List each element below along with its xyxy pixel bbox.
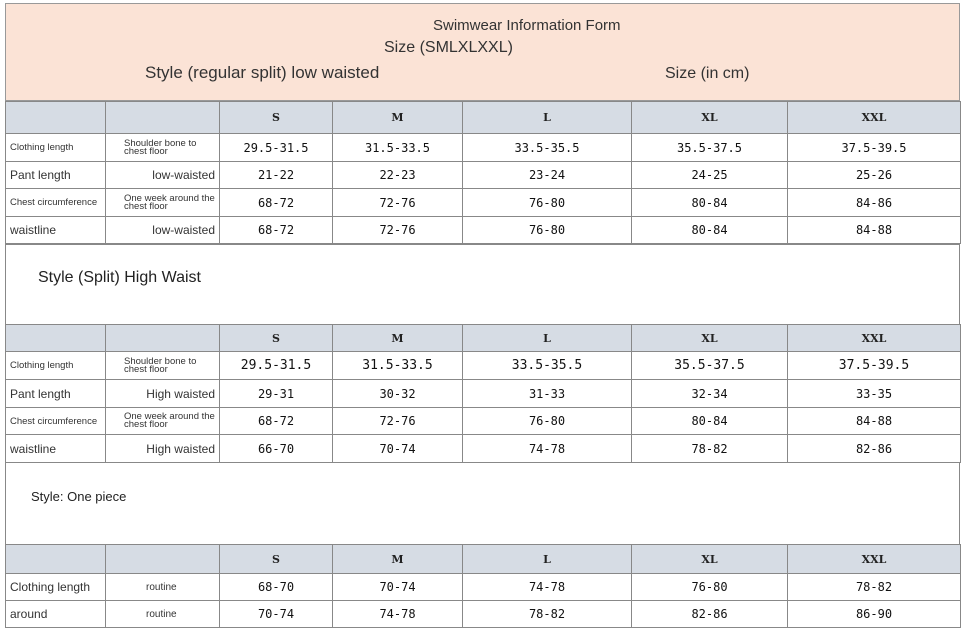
cell-value: 78-82 [788,574,961,601]
table-row [6,380,961,408]
header-blank [6,325,106,352]
section-one-piece [5,462,960,545]
header-blank [6,545,106,574]
table-header-row [6,325,961,352]
cell-value: 70-74 [333,574,463,601]
table-row [6,162,961,189]
cell-value: 68-70 [220,574,333,601]
row-sublabel: One week around the chest floor [106,408,220,435]
row-sublabel: High waisted [106,435,220,463]
size-header: XXL [788,102,961,134]
cell-value: 76-80 [632,574,788,601]
form-title: Swimwear Information Form [433,17,621,34]
cell-value: 80-84 [632,189,788,217]
cell-value: 37.5-39.5 [788,134,961,162]
row-sublabel: low-waisted [106,217,220,244]
size-header: XL [632,102,788,134]
cell-value: 31.5-33.5 [333,352,463,380]
row-sublabel: routine [106,601,220,628]
cell-value: 33-35 [788,380,961,408]
size-header: M [333,545,463,574]
cell-value: 78-82 [632,435,788,463]
style-label: Style (regular split) low waisted [145,63,380,82]
row-sublabel: routine [106,574,220,601]
row-label: Clothing length [6,574,106,601]
cell-value: 32-34 [632,380,788,408]
row-label: Clothing length [6,352,106,380]
cell-value: 22-23 [333,162,463,189]
table-row [6,352,961,380]
size-header: L [463,545,632,574]
row-label: Chest circumference [6,189,106,217]
cell-value: 70-74 [220,601,333,628]
cell-value: 82-86 [788,435,961,463]
size-header: XL [632,325,788,352]
cell-value: 33.5-35.5 [463,134,632,162]
row-label: Pant length [6,162,106,189]
table-row [6,574,961,601]
size-header: M [333,325,463,352]
size-range-label: Size (SMLXLXXL) [384,39,513,56]
cell-value: 76-80 [463,217,632,244]
cell-value: 74-78 [463,574,632,601]
header-blank [6,102,106,134]
row-sublabel: low-waisted [106,162,220,189]
size-header: S [220,545,333,574]
header-blank [106,102,220,134]
size-header: S [220,102,333,134]
row-label: waistline [6,217,106,244]
cell-value: 68-72 [220,408,333,435]
cell-value: 76-80 [463,189,632,217]
size-header: S [220,325,333,352]
size-header: L [463,325,632,352]
table-row [6,217,961,244]
cell-value: 72-76 [333,189,463,217]
unit-label: Size (in cm) [665,65,750,82]
table-row [6,435,961,463]
row-label: Clothing length [6,134,106,162]
cell-value: 72-76 [333,217,463,244]
size-header: L [463,102,632,134]
row-sublabel: Shoulder bone to chest floor [106,352,220,380]
cell-value: 29-31 [220,380,333,408]
size-header: XXL [788,325,961,352]
row-label: around [6,601,106,628]
cell-value: 33.5-35.5 [463,352,632,380]
size-table-low-waisted [5,101,961,244]
cell-value: 74-78 [333,601,463,628]
cell-value: 82-86 [632,601,788,628]
cell-value: 23-24 [463,162,632,189]
cell-value: 29.5-31.5 [220,134,333,162]
row-label: Chest circumference [6,408,106,435]
section-high-waist [5,244,960,325]
size-table-one-piece [5,544,961,628]
cell-value: 80-84 [632,408,788,435]
cell-value: 66-70 [220,435,333,463]
cell-value: 70-74 [333,435,463,463]
section-title: Style (Split) High Waist [38,269,201,286]
cell-value: 24-25 [632,162,788,189]
size-header: XL [632,545,788,574]
table-header-row [6,545,961,574]
header-blank [106,545,220,574]
row-sublabel: Shoulder bone to chest floor [106,134,220,162]
size-table-high-waist [5,324,961,463]
cell-value: 68-72 [220,189,333,217]
cell-value: 84-88 [788,217,961,244]
cell-value: 21-22 [220,162,333,189]
cell-value: 86-90 [788,601,961,628]
cell-value: 68-72 [220,217,333,244]
cell-value: 78-82 [463,601,632,628]
cell-value: 31.5-33.5 [333,134,463,162]
cell-value: 30-32 [333,380,463,408]
cell-value: 35.5-37.5 [632,134,788,162]
section-title: Style: One piece [31,489,127,504]
row-label: Pant length [6,380,106,408]
table-row [6,189,961,217]
cell-value: 29.5-31.5 [220,352,333,380]
cell-value: 84-86 [788,189,961,217]
cell-value: 37.5-39.5 [788,352,961,380]
size-header: M [333,102,463,134]
table-header-row [6,102,961,134]
cell-value: 72-76 [333,408,463,435]
table-row [6,134,961,162]
row-sublabel: High waisted [106,380,220,408]
size-header: XXL [788,545,961,574]
cell-value: 76-80 [463,408,632,435]
cell-value: 25-26 [788,162,961,189]
row-sublabel: One week around the chest floor [106,189,220,217]
form-header [5,3,960,101]
table-row [6,601,961,628]
cell-value: 84-88 [788,408,961,435]
cell-value: 35.5-37.5 [632,352,788,380]
row-label: waistline [6,435,106,463]
cell-value: 80-84 [632,217,788,244]
table-row [6,408,961,435]
header-blank [106,325,220,352]
cell-value: 31-33 [463,380,632,408]
cell-value: 74-78 [463,435,632,463]
